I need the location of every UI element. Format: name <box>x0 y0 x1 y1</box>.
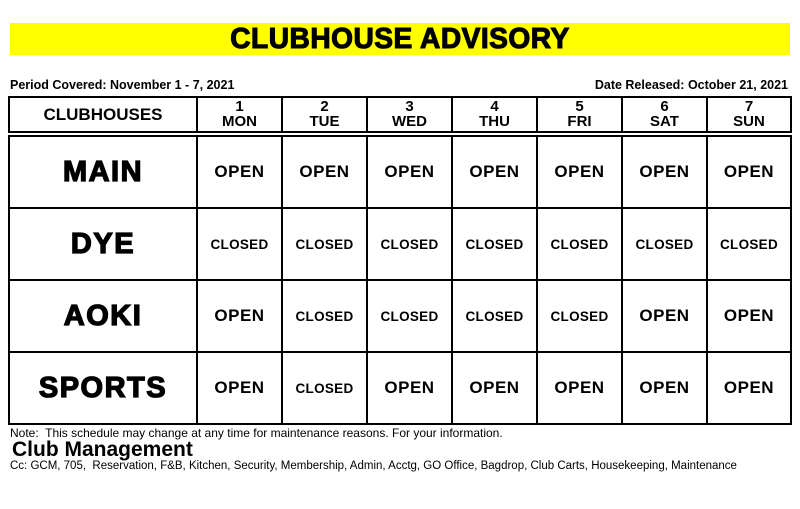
status-cell: CLOSED <box>367 208 452 280</box>
day-number: 7 <box>744 98 754 115</box>
status-cell: OPEN <box>707 134 791 208</box>
clubhouse-label-aoki: AOKI <box>9 280 197 352</box>
day-name: SUN <box>733 113 765 130</box>
day-name: FRI <box>567 113 592 130</box>
column-header-sat <box>622 97 707 134</box>
status-cell: OPEN <box>197 134 282 208</box>
status-cell: CLOSED <box>282 208 367 280</box>
column-header-tue <box>282 97 367 134</box>
column-header-mon <box>197 97 282 134</box>
status-cell: CLOSED <box>197 208 282 280</box>
day-name: SAT <box>650 113 679 130</box>
column-header-fri <box>537 97 622 134</box>
status-cell: OPEN <box>707 280 791 352</box>
day-number: 2 <box>320 98 329 115</box>
status-cell: CLOSED <box>282 280 367 352</box>
club-management-signature: Club Management <box>12 438 193 461</box>
status-cell: CLOSED <box>537 208 622 280</box>
status-cell: CLOSED <box>622 208 707 280</box>
status-cell: CLOSED <box>452 208 537 280</box>
column-header-thu <box>452 97 537 134</box>
status-cell: OPEN <box>452 352 537 424</box>
column-header-wed <box>367 97 452 134</box>
status-cell: OPEN <box>622 352 707 424</box>
table-row-dye <box>9 208 791 280</box>
status-cell: OPEN <box>622 280 707 352</box>
status-cell: OPEN <box>197 280 282 352</box>
status-cell: CLOSED <box>452 280 537 352</box>
schedule-note: Note: This schedule may change at any time for maintenance reasons. For your information. <box>10 426 503 440</box>
day-number: 5 <box>575 98 584 115</box>
day-name: THU <box>479 113 510 130</box>
day-number: 6 <box>660 98 669 115</box>
status-cell: CLOSED <box>537 280 622 352</box>
status-cell: OPEN <box>537 134 622 208</box>
meta-line <box>10 78 788 92</box>
clubhouse-label-dye: DYE <box>9 208 197 280</box>
status-cell: OPEN <box>622 134 707 208</box>
clubhouse-label-main: MAIN <box>9 134 197 208</box>
schedule-table <box>8 96 792 425</box>
date-released-label: Date Released: October 21, 2021 <box>594 78 788 92</box>
status-cell: CLOSED <box>367 280 452 352</box>
status-cell: OPEN <box>367 352 452 424</box>
day-number: 3 <box>405 98 414 115</box>
page-title: CLUBHOUSE ADVISORY <box>230 22 570 55</box>
status-cell: OPEN <box>282 134 367 208</box>
column-header-clubhouses: CLUBHOUSES <box>9 97 197 134</box>
day-number: 4 <box>490 98 499 115</box>
table-row-main <box>9 134 791 208</box>
day-name: TUE <box>309 113 340 130</box>
table-header-row <box>9 97 791 134</box>
period-covered-label: Period Covered: November 1 - 7, 2021 <box>10 78 235 92</box>
day-name: WED <box>392 113 427 130</box>
day-name: MON <box>222 113 257 130</box>
table-row-sports <box>9 352 791 424</box>
status-cell: OPEN <box>537 352 622 424</box>
clubhouse-label-sports: SPORTS <box>9 352 197 424</box>
advisory-banner <box>10 23 790 55</box>
status-cell: OPEN <box>707 352 791 424</box>
column-header-sun <box>707 97 791 134</box>
status-cell: CLOSED <box>282 352 367 424</box>
cc-distribution-list: Cc: GCM, 705, Reservation, F&B, Kitchen, Security, Membership, Admin, Acctg, GO Office, Bagdrop, Club Carts, Housekeeping, Maintenance <box>10 460 737 472</box>
status-cell: OPEN <box>197 352 282 424</box>
status-cell: OPEN <box>367 134 452 208</box>
day-number: 1 <box>235 98 244 115</box>
status-cell: CLOSED <box>707 208 791 280</box>
status-cell: OPEN <box>452 134 537 208</box>
table-row-aoki <box>9 280 791 352</box>
